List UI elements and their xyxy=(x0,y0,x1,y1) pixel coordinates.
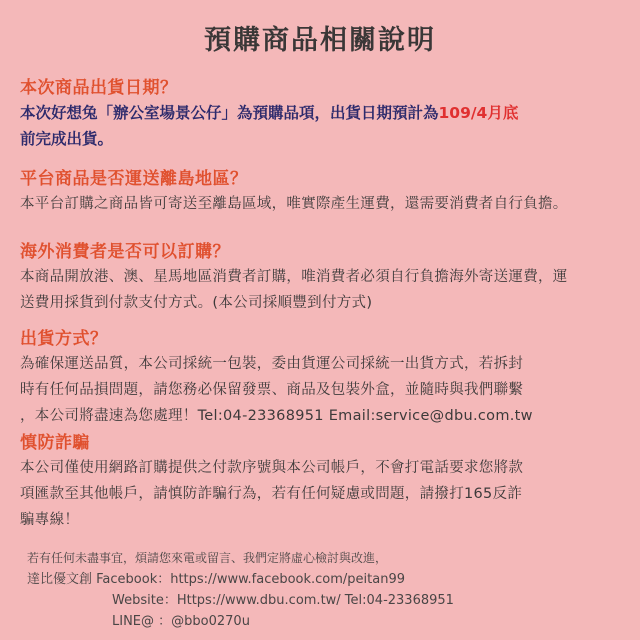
footer-facebook: 達比優文創 Facebook：https://www.facebook.com/peitan99 xyxy=(27,572,406,587)
body-line: 送費用採貨到付款支付方式。(本公司採順豐到付方式) xyxy=(20,295,373,311)
body-line: 本商品開放港、澳、星馬地區消費者訂購，唯消費者必須自行負擔海外寄送運費，運 xyxy=(20,269,568,285)
footer-website: Website：Https://www.dbu.com.tw/ Tel:04-23368951 xyxy=(112,593,454,608)
section-body xyxy=(20,264,624,316)
ship-date-text-b: 前完成出貨。 xyxy=(20,130,114,148)
ship-date-highlight: 109/4月底 xyxy=(438,104,519,122)
section-body xyxy=(20,191,624,217)
section-heading: 海外消費者是否可以訂購？ xyxy=(20,242,230,262)
body-line: 項匯款至其他帳戶，請慎防詐騙行為，若有任何疑慮或問題，請撥打165反詐 xyxy=(20,486,523,502)
body-line: 時有任何品損問題，請您務必保留發票、商品及包裝外盒，並隨時與我們聯繫 xyxy=(20,382,524,398)
section-fraud-warning xyxy=(20,431,624,533)
section-body xyxy=(20,351,624,429)
section-heading: 平台商品是否運送離島地區？ xyxy=(20,169,248,189)
section-heading: 慎防詐騙 xyxy=(20,433,90,453)
section-body xyxy=(20,455,624,533)
section-island-shipping xyxy=(20,167,624,217)
footer-line-id: LINE@ ：@bbo0270u xyxy=(112,614,250,629)
ship-date-text-a: 本次好想兔「辦公室場景公仔」為預購品項，出貨日期預計為 xyxy=(20,104,439,122)
body-line: 本公司僅使用網路訂購提供之付款序號與本公司帳戶，不會打電話要求您將款 xyxy=(20,460,524,476)
body-line: 為確保運送品質，本公司採統一包裝，委由貨運公司採統一出貨方式，若拆封 xyxy=(20,356,524,372)
footer-contact xyxy=(27,548,627,632)
ship-date-text xyxy=(20,100,624,152)
section-shipping-method xyxy=(20,327,624,429)
page-title: 預購商品相關說明 xyxy=(204,25,436,56)
body-line: 騙專線！ xyxy=(20,512,80,528)
section-ship-date xyxy=(20,76,624,152)
footer-note: 若有任何未盡事宜，煩請您來電或留言、我們定將虛心檢討與改進， xyxy=(27,551,388,565)
section-heading: 本次商品出貨日期？ xyxy=(20,78,178,98)
body-line: 本平台訂購之商品皆可寄送至離島區域，唯實際產生運費，還需要消費者自行負擔。 xyxy=(20,196,568,212)
section-heading: 出貨方式？ xyxy=(20,329,108,349)
section-overseas xyxy=(20,240,624,316)
body-line: ，本公司將盡速為您處理！Tel:04-23368951 Email:service@dbu.com.tw xyxy=(20,408,533,424)
